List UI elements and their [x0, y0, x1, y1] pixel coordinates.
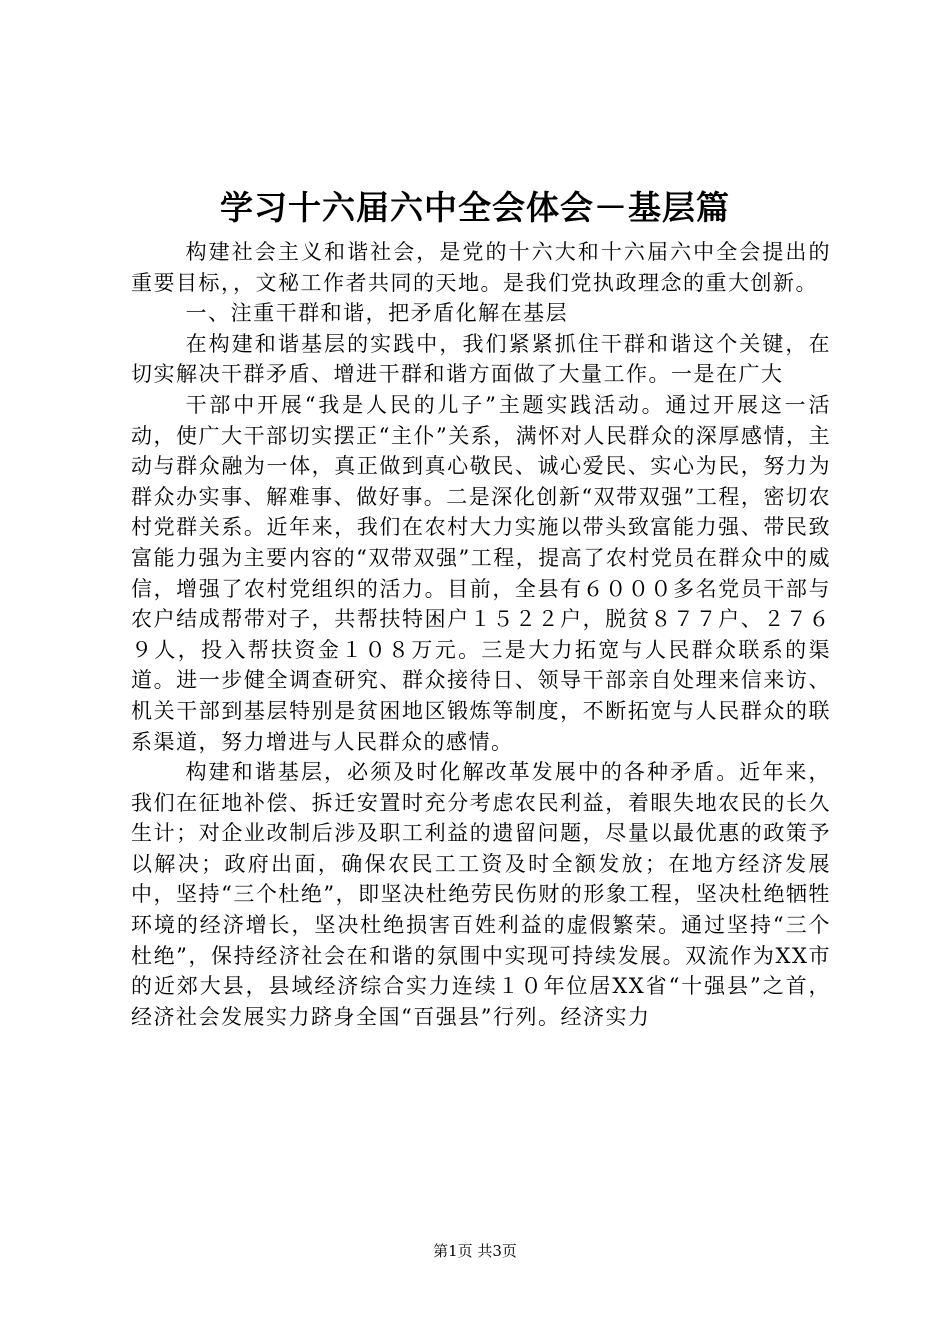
paragraph-intro: 构建社会主义和谐社会，是党的十六大和十六届六中全会提出的重要目标，，文秘工作者共同的天地。是我们党执政理念的重大创新。: [131, 240, 831, 295]
document-title: 学习十六届六中全会体会－基层篇: [220, 188, 730, 227]
paragraph-practice-activities: 干部中开展“我是人民的儿子”主题实践活动。通过开展这一活动，使广大干部切实摆正“主仆”关系，满怀对人民群众的深厚感情，主动与群众融为一体，真正做到真心敬民、诚心爱民、实心为民，努力为群众办实事、解难事、做好事。二是深化创新“双带双强”工程，密切农村党群关系。近年来，我们在农村大力实施以带头致富能力强、带民致富能力强为主要内容的“双带双强”工程，提高了农村党员在群众中的威信，增强了农村党组织的活力。目前，全县有６０００多名党员干部与农户结成帮带对子，共帮扶特困户１５２２户，脱贫８７７户、２７６９人，投入帮扶资金１０８万元。三是大力拓宽与人民群众联系的渠道。进一步健全调查研究、群众接待日、领导干部亲自处理来信来访、机关干部到基层特别是贫困地区锻炼等制度，不断拓宽与人民群众的联系渠道，努力增进与人民群众的感情。: [131, 392, 831, 754]
paragraph-cadre-harmony: 在构建和谐基层的实践中，我们紧紧抓住干群和谐这个关键，在切实解决干群矛盾、增进干群和谐方面做了大量工作。一是在广大: [131, 331, 831, 387]
section-heading: 一、注重干群和谐，把矛盾化解在基层: [185, 301, 569, 326]
paragraph-resolve-conflicts: 构建和谐基层，必须及时化解改革发展中的各种矛盾。近年来，我们在征地补偿、拆迁安置时充分考虑农民利益，着眼失地农民的长久生计；对企业改制后涉及职工利益的遗留问题，尽量以最优惠的政策予以解决；政府出面，确保农民工工资及时全额发放；在地方经济发展中，坚持“三个杜绝”，即坚决杜绝劳民伤财的形象工程，坚决杜绝牺牲环境的经济增长，坚决杜绝损害百姓利益的虚假繁荣。通过坚持“三个杜绝”，保持经济社会在和谐的氛围中实现可持续发展。双流作为XX市的近郊大县，县域经济综合实力连续１０年位居XX省“十强县”之首，经济社会发展实力跻身全国“百强县”行列。经济实力: [131, 760, 831, 1029]
page-footer: 第1页 共3页: [433, 1242, 517, 1260]
document-body: [131, 237, 831, 1032]
